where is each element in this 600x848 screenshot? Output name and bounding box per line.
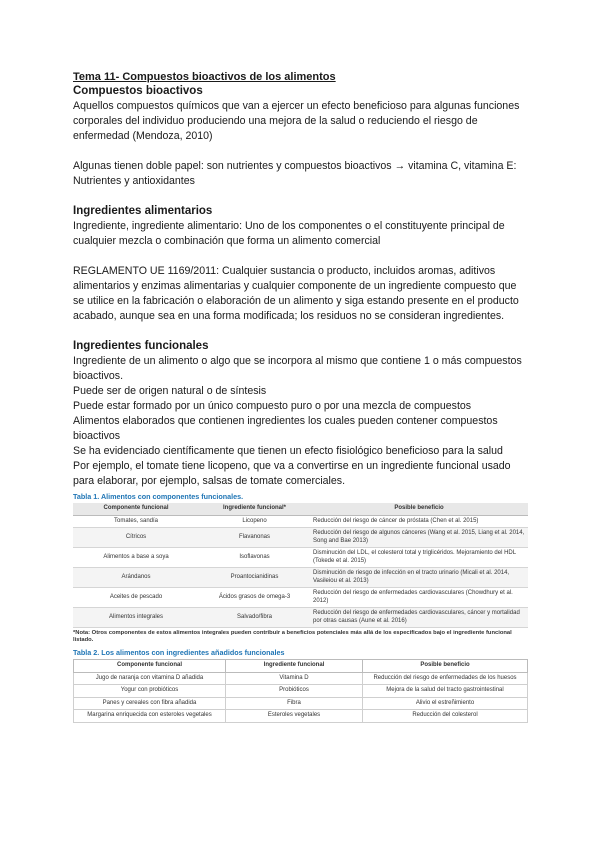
- table1-cell: Cítricos: [73, 528, 199, 548]
- table1-header: Ingrediente funcional*: [199, 503, 310, 515]
- table1-cell: Reducción del riesgo de enfermedades cardiovasculares, cáncer y mortalidad por otras causas (Aune et al. 2016): [310, 608, 528, 628]
- table-row: [73, 548, 528, 568]
- table2-header: Componente funcional: [74, 660, 226, 673]
- table1-cell: Isoflavonas: [199, 548, 310, 568]
- table2-header: Posible beneficio: [363, 660, 528, 673]
- table2-cell: Esteroles vegetales: [226, 710, 363, 723]
- table1-cell: Ácidos grasos de omega-3: [199, 588, 310, 608]
- table2-cell: Reducción del colesterol: [363, 710, 528, 723]
- heading-compuestos-bioactivos: Compuestos bioactivos: [73, 85, 203, 97]
- table2-cell: Fibra: [226, 697, 363, 710]
- table1: [73, 503, 528, 628]
- table2-cell: Mejora de la salud del tracto gastrointestinal: [363, 685, 528, 698]
- table1-cell: Aceites de pescado: [73, 588, 199, 608]
- line-funcional-5: Se ha evidenciado científicamente que tienen un efecto fisiológico beneficioso para la salud: [73, 445, 503, 457]
- table1-caption: Tabla 1. Alimentos con componentes funcionales.: [73, 492, 244, 501]
- table1-cell: Alimentos integrales: [73, 608, 199, 628]
- table2-cell: Jugo de naranja con vitamina D añadida: [74, 672, 226, 685]
- table-row: [74, 710, 528, 723]
- line-funcional-6: Por ejemplo, el tomate tiene licopeno, que va a convertirse en un ingrediente funcional usado para elaborar, por ejemplo, salsas de tomate comerciales.: [73, 460, 511, 487]
- line-funcional-4: Alimentos elaborados que contienen ingredientes los cuales pueden contener compuestos bioactivos: [73, 415, 498, 442]
- table-row: [73, 528, 528, 548]
- table1-cell: Reducción del riesgo de cáncer de próstata (Chen et al. 2015): [310, 515, 528, 528]
- paragraph-double-role: Algunas tienen doble papel: son nutrientes y compuestos bioactivos → vitamina C, vitamina E: Nutrientes y antioxidantes: [73, 160, 517, 187]
- line-funcional-1: Ingrediente de un alimento o algo que se incorpora al mismo que contiene 1 o más compuestos bioactivos.: [73, 355, 522, 382]
- table2-cell: Vitamina D: [226, 672, 363, 685]
- table1-cell: Tomates, sandía: [73, 515, 199, 528]
- table2-header: Ingrediente funcional: [226, 660, 363, 673]
- document-title: Tema 11- Compuestos bioactivos de los alimentos: [73, 71, 336, 83]
- table1-cell: Alimentos a base a soya: [73, 548, 199, 568]
- table1-cell: Reducción del riesgo de algunos cánceres (Wang et al. 2015, Liang et al. 2014, Song and Bae 2013): [310, 528, 528, 548]
- table1-cell: Disminución del LDL, el colesterol total y triglicéridos. Mejoramiento del HDL (Tokede et al. 2015): [310, 548, 528, 568]
- table-row: [74, 672, 528, 685]
- table-row: [73, 588, 528, 608]
- table1-cell: Flavanonas: [199, 528, 310, 548]
- table-row: [73, 515, 528, 528]
- table1-cell: Arándanos: [73, 568, 199, 588]
- table1-cell: Salvado/fibra: [199, 608, 310, 628]
- table-row: [74, 697, 528, 710]
- table1-note: *Nota: Otros componentes de estos alimentos integrales pueden contribuir a beneficios potenciales más allá de los especificados bajo el ingrediente funcional listado.: [73, 630, 512, 643]
- table1-cell: Disminución de riesgo de infección en el tracto urinario (Micali et al. 2014, Vasileiou et al. 2013): [310, 568, 528, 588]
- table2-caption: Tabla 2. Los alimentos con ingredientes añadidos funcionales: [73, 648, 285, 657]
- table1-cell: Licopeno: [199, 515, 310, 528]
- line-funcional-2: Puede ser de origen natural o de síntesis: [73, 385, 267, 397]
- line-funcional-3: Puede estar formado por un único compuesto puro o por una mezcla de compuestos: [73, 400, 472, 412]
- table2-cell: Panes y cereales con fibra añadida: [74, 697, 226, 710]
- paragraph-reglamento: REGLAMENTO UE 1169/2011: Cualquier sustancia o producto, incluidos aromas, aditivos alimentarios y enzimas alimentarias y cualquier componente de un ingrediente compuesto que se utilice en la fabricación o elaboración de un alimento y siga estando presente en el producto acabado, aunque sea en una forma modificada; los residuos no se consideran ingredientes.: [73, 265, 519, 322]
- paragraph-definition: Aquellos compuestos químicos que van a ejercer un efecto beneficioso para algunas funciones corporales del individuo produciendo una mejora de la salud o reduciendo el riesgo de enfermedad (Mendoza, 2010): [73, 100, 520, 142]
- table1-header: Componente funcional: [73, 503, 199, 515]
- heading-ingredientes-funcionales: Ingredientes funcionales: [73, 340, 209, 352]
- table-row: [73, 568, 528, 588]
- table-row: [73, 608, 528, 628]
- table1-cell: Reducción del riesgo de enfermedades cardiovasculares (Chowdhury et al. 2012): [310, 588, 528, 608]
- table2-cell: Reducción del riesgo de enfermedades de los huesos: [363, 672, 528, 685]
- table1-cell: Proantocianidinas: [199, 568, 310, 588]
- table2-cell: Alivio el estreñimiento: [363, 697, 528, 710]
- table2: [73, 659, 528, 723]
- table-row: [74, 685, 528, 698]
- table1-header: Posible beneficio: [310, 503, 528, 515]
- paragraph-ingrediente: Ingrediente, ingrediente alimentario: Uno de los componentes o el constituyente principal de cualquier mezcla o combinación que forma un alimento comercial: [73, 220, 505, 247]
- document-page: [73, 70, 528, 723]
- table2-cell: Margarina enriquecida con esteroles vegetales: [74, 710, 226, 723]
- table2-cell: Yogur con probióticos: [74, 685, 226, 698]
- heading-ingredientes-alimentarios: Ingredientes alimentarios: [73, 205, 213, 217]
- table2-cell: Probióticos: [226, 685, 363, 698]
